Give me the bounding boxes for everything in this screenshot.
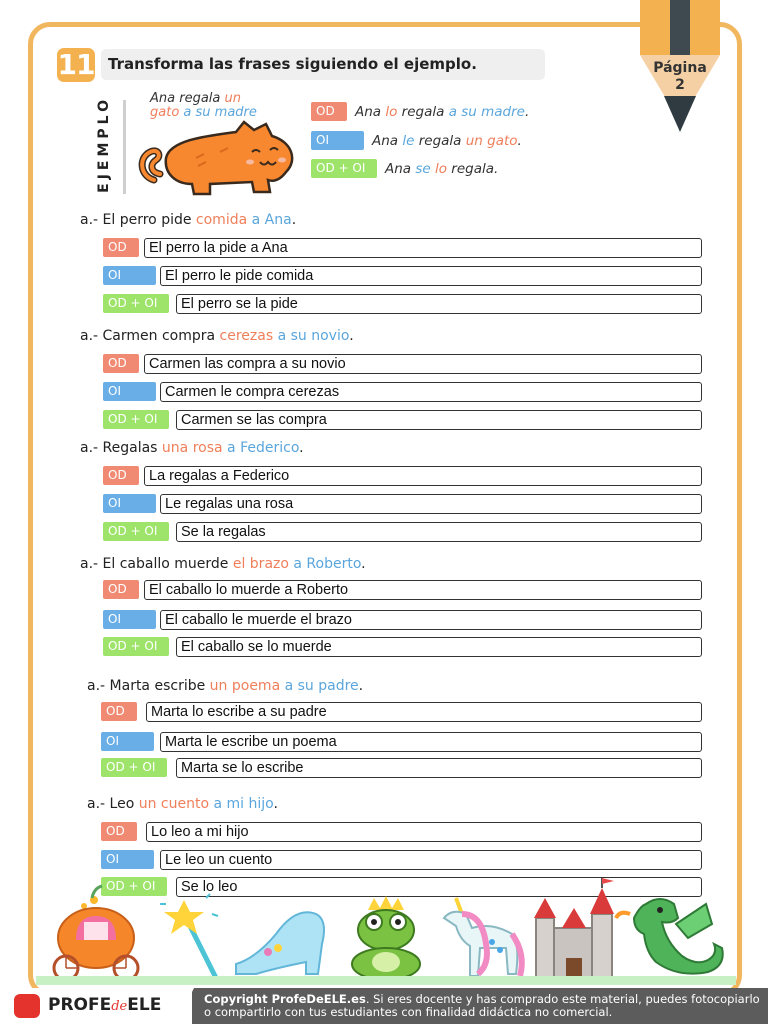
unicorn	[444, 898, 522, 976]
tag-odoi: OD + OI	[103, 637, 169, 656]
answer-field[interactable]: Se lo leo	[176, 877, 702, 897]
question-6: a.- Leo un cuento a mi hijo.	[87, 796, 278, 812]
answer-field[interactable]: El perro la pide a Ana	[144, 238, 702, 258]
example-sentence	[150, 92, 260, 120]
page-label: Página	[653, 60, 707, 76]
tag-odoi: OD + OI	[103, 522, 169, 541]
answer-field[interactable]: Se la regalas	[176, 522, 702, 542]
logo-icon	[14, 994, 40, 1018]
answer-row-5-oi	[101, 732, 702, 752]
answer-row-3-od	[103, 466, 702, 486]
tag-odoi: OD + OI	[311, 159, 377, 178]
answer-field[interactable]: Marta se lo escribe	[176, 758, 702, 778]
answer-row-6-od	[101, 822, 702, 842]
example-od: un gato	[150, 91, 241, 120]
footer	[0, 988, 768, 1024]
page-indicator	[650, 60, 710, 94]
tag-od: OD	[101, 822, 137, 841]
tag-odoi: OD + OI	[101, 758, 167, 777]
glass-slipper	[236, 912, 324, 974]
castle	[534, 878, 614, 980]
answer-row-4-odoi	[103, 637, 702, 657]
dragon	[616, 899, 723, 974]
example-row-od	[311, 102, 529, 121]
tag-odoi: OD + OI	[103, 294, 169, 313]
tag-od: OD	[103, 354, 139, 373]
answer-row-3-odoi	[103, 522, 702, 542]
tag-oi: OI	[101, 732, 154, 751]
pumpkin-carriage	[54, 886, 138, 980]
fairy-tale-scene	[36, 878, 736, 988]
answer-field[interactable]: El perro se la pide	[176, 294, 702, 314]
answer-row-1-od	[103, 238, 702, 258]
tag-od: OD	[103, 580, 139, 599]
answer-row-1-odoi	[103, 294, 702, 314]
question-5: a.- Marta escribe un poema a su padre.	[87, 678, 364, 694]
tag-od: OD	[101, 702, 137, 721]
answer-field[interactable]: El caballo lo muerde a Roberto	[144, 580, 702, 600]
cat-illustration	[136, 118, 301, 198]
tag-od: OD	[103, 238, 139, 257]
question-2: a.- Carmen compra cerezas a su novio.	[80, 328, 354, 344]
footer-logo	[0, 988, 192, 1024]
answer-row-2-odoi	[103, 410, 702, 430]
tag-oi: OI	[103, 382, 156, 401]
example-text-oi: Ana le regala un gato.	[372, 132, 522, 149]
tag-oi: OI	[103, 610, 156, 629]
tag-odoi: OD + OI	[103, 410, 169, 429]
frog-prince	[352, 896, 420, 980]
exercise-number: 11	[57, 48, 95, 81]
ground-strip	[36, 976, 736, 985]
tag-oi: OI	[103, 494, 156, 513]
answer-field[interactable]: Lo leo a mi hijo	[146, 822, 702, 842]
answer-row-4-od	[103, 580, 702, 600]
answer-field[interactable]: Carmen las compra a su novio	[144, 354, 702, 374]
example-label: EJEMPLO	[96, 96, 112, 193]
answer-field[interactable]: La regalas a Federico	[144, 466, 702, 486]
example-row-odoi	[311, 159, 498, 178]
copyright-text: Copyright ProfeDeELE.es. Si eres docente y has comprado este material, puedes fotocopiarlo o compartirlo con tus estudiantes con finalidad didáctica no comercial.	[204, 992, 760, 1019]
example-oi: a su madre	[183, 105, 257, 120]
tag-oi: OI	[311, 131, 364, 150]
answer-row-2-od	[103, 354, 702, 374]
logo-text: PROFEdeELE	[48, 995, 162, 1015]
answer-row-3-oi	[103, 494, 702, 514]
question-1: a.- El perro pide comida a Ana.	[80, 212, 297, 228]
answer-row-2-oi	[103, 382, 702, 402]
example-subject-verb: Ana regala	[150, 91, 221, 106]
answer-field[interactable]: Marta lo escribe a su padre	[146, 702, 702, 722]
example-divider	[123, 100, 126, 194]
answer-field[interactable]: Le leo un cuento	[160, 850, 702, 870]
answer-row-1-oi	[103, 266, 702, 286]
answer-field[interactable]: El caballo se lo muerde	[176, 637, 702, 657]
page-number: 2	[675, 77, 685, 93]
answer-field[interactable]: Marta le escribe un poema	[160, 732, 702, 752]
answer-row-5-odoi	[101, 758, 702, 778]
answer-row-5-od	[101, 702, 702, 722]
answer-field[interactable]: Le regalas una rosa	[160, 494, 702, 514]
example-text-od: Ana lo regala a su madre.	[355, 103, 530, 120]
example-row-oi	[311, 131, 522, 150]
footer-slant	[176, 988, 194, 1024]
magic-wand	[160, 894, 218, 978]
answer-field[interactable]: El perro le pide comida	[160, 266, 702, 286]
exercise-title: Transforma las frases siguiendo el ejemplo.	[101, 49, 545, 80]
answer-field[interactable]: El caballo le muerde el brazo	[160, 610, 702, 630]
tag-oi: OI	[101, 850, 154, 869]
tag-odoi: OD + OI	[101, 877, 167, 896]
answer-field[interactable]: Carmen le compra cerezas	[160, 382, 702, 402]
example-text-odoi: Ana se lo regala.	[385, 160, 499, 177]
tag-oi: OI	[103, 266, 156, 285]
answer-row-4-oi	[103, 610, 702, 630]
answer-row-6-oi	[101, 850, 702, 870]
question-3: a.- Regalas una rosa a Federico.	[80, 440, 304, 456]
question-4: a.- El caballo muerde el brazo a Roberto.	[80, 556, 366, 572]
tag-od: OD	[311, 102, 347, 121]
answer-field[interactable]: Carmen se las compra	[176, 410, 702, 430]
tag-od: OD	[103, 466, 139, 485]
